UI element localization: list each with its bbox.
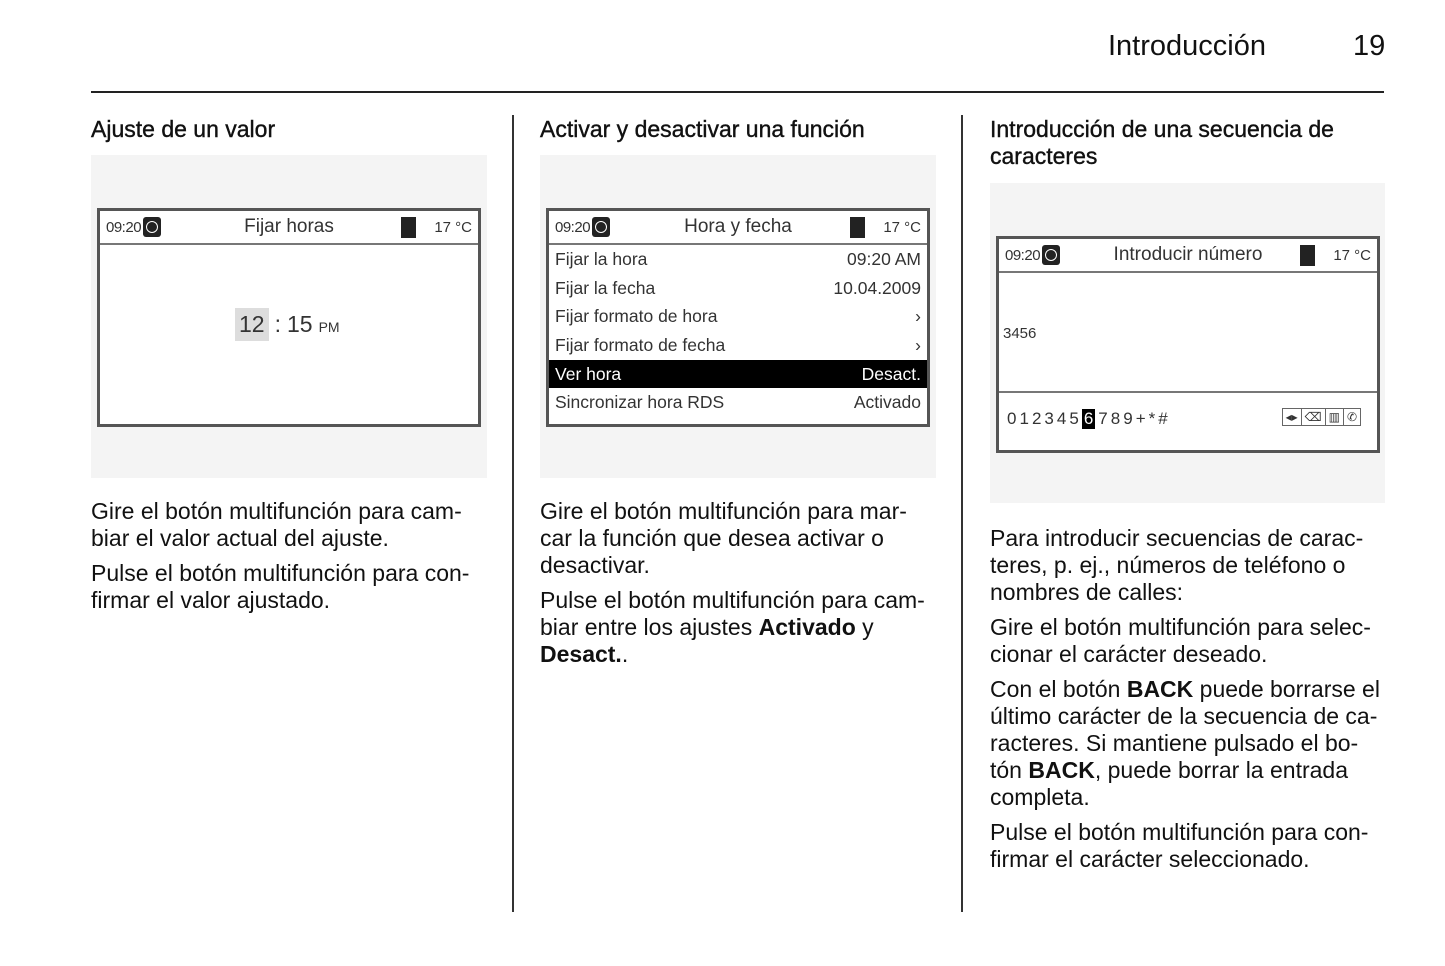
menu-item[interactable]: Fijar formato de fecha › [555,334,921,355]
thermometer-icon [1300,245,1315,266]
screen-title: Introducir número [1113,244,1263,265]
column-divider [961,115,963,912]
char-option[interactable]: 0 [1007,409,1017,428]
section-title: Introducción [1108,30,1266,62]
menu-item-selected[interactable]: Ver hora Desact. [549,360,927,389]
entry-value: 3456 [1003,325,1037,342]
display-screen [996,236,1380,453]
heading: Introducción de una secuencia de caracteres [990,116,1334,169]
char-option[interactable]: # [1158,409,1168,428]
paragraph: Gire el botón multifunción para cam-biar el valor actual del ajuste. [91,498,462,551]
function-icons [1282,408,1361,426]
char-option[interactable]: + [1135,409,1146,428]
page-number: 19 [1353,30,1386,62]
figure-hora-fecha [540,155,936,478]
figure-introducir-numero [990,183,1385,503]
paragraph: Con el botón BACK puede borrarse el último carácter de la secuencia de ca-racteres. Si mantiene pulsado el bo-tón BACK, puede borrar la entrada completa. [990,676,1380,810]
backspace-icon[interactable]: ⌫ [1301,409,1325,425]
character-selector[interactable] [1007,409,1168,429]
temperature: 17 °C [883,218,921,236]
char-option[interactable]: 4 [1056,409,1067,428]
column-1 [91,116,487,143]
clock-time: 09:20 [555,218,591,236]
char-option[interactable]: 6 [1083,409,1094,428]
minute-value: 15 [286,311,313,337]
time-separator: : [274,311,281,337]
char-option[interactable]: 9 [1123,409,1133,428]
chevron-right-icon: › [915,334,921,355]
scroll-icon[interactable]: ◂▸ [1285,410,1298,424]
clock-time: 09:20 [1005,246,1041,264]
ampm: PM [318,319,340,335]
thermometer-icon [401,217,416,238]
paragraph: Pulse el botón multifunción para cam-biar entre los ajustes Activado y Desact.. [540,587,925,667]
screen-title: Fijar horas [244,216,334,237]
chevron-right-icon: › [915,306,921,327]
char-option[interactable]: * [1148,409,1156,428]
temperature: 17 °C [1333,246,1371,264]
char-option[interactable]: 2 [1031,409,1042,428]
paragraph: Gire el botón multifunción para mar-car la función que desea activar o desactivar. [540,498,907,578]
paragraph: Para introducir secuencias de carac-teres, p. ej., números de teléfono o nombres de calles: [990,525,1364,605]
thermometer-icon [850,217,865,238]
clock-time: 09:20 [106,218,142,236]
phonebook-icon[interactable]: ▥ [1325,409,1343,425]
menu-item[interactable]: Fijar formato de hora › [555,306,921,327]
paragraph: Gire el botón multifunción para selec-cionar el carácter deseado. [990,614,1371,667]
phone-icon[interactable]: ✆ [1343,409,1360,425]
char-option[interactable]: 5 [1069,409,1079,428]
temperature: 17 °C [434,218,472,236]
hour-value: 12 [235,308,269,341]
char-option[interactable]: 8 [1110,409,1121,428]
paragraph: Pulse el botón multifunción para con-firmar el valor ajustado. [91,560,470,613]
heading: Ajuste de un valor [91,116,276,142]
menu-item[interactable]: Sincronizar hora RDS Activado [555,392,921,413]
char-option[interactable]: 3 [1044,409,1054,428]
paragraph: Pulse el botón multifunción para con-firmar el carácter seleccionado. [990,819,1369,872]
char-option[interactable]: 1 [1019,409,1029,428]
heading: Activar y desactivar una función [540,116,865,142]
char-option[interactable]: 7 [1098,409,1108,428]
menu-item[interactable]: Fijar la hora 09:20 AM [555,248,921,269]
display-screen [97,208,481,427]
screen-title: Hora y fecha [684,216,792,237]
figure-fijar-horas [91,155,487,478]
display-screen [546,208,930,427]
header-rule [91,91,1384,93]
menu-item[interactable]: Fijar la fecha 10.04.2009 [555,277,921,298]
column-divider [512,115,514,912]
